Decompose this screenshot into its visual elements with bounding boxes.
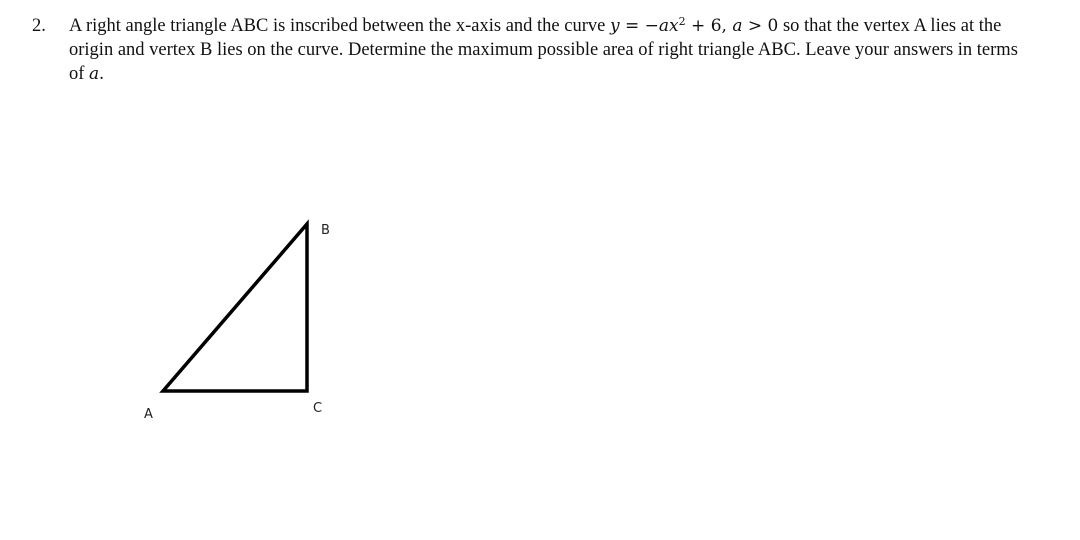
statement-body: so that the vertex A lies at the origin and vertex B lies on the curve. Determine the maximum possible area of right triangle ABC. Leave your answers in terms of	[69, 16, 1018, 84]
vertex-label-c: C	[313, 401, 323, 416]
eq-constant: + 6,	[685, 16, 727, 36]
statement-intro: A right angle triangle ABC is inscribed between the x-axis and the curve	[69, 16, 610, 36]
final-var-a: a	[89, 64, 100, 84]
eq-coef: a	[658, 16, 670, 36]
eq-condition: > 0	[742, 16, 779, 36]
eq-equals: =	[625, 16, 640, 36]
curve-equation	[610, 16, 778, 36]
eq-minus: −	[644, 16, 659, 36]
eq-y: y	[609, 16, 620, 36]
triangle-diagram	[130, 210, 350, 435]
triangle-abc	[163, 224, 307, 391]
problem-statement	[69, 14, 1019, 86]
final-variable	[89, 64, 99, 84]
final-period: .	[99, 64, 104, 84]
problem-number: 2.	[32, 16, 46, 36]
vertex-label-b: B	[321, 223, 330, 238]
vertex-label-a: A	[144, 407, 153, 422]
eq-x: x	[669, 16, 679, 36]
eq-exponent: 2	[678, 15, 686, 28]
eq-param: a	[732, 16, 743, 36]
